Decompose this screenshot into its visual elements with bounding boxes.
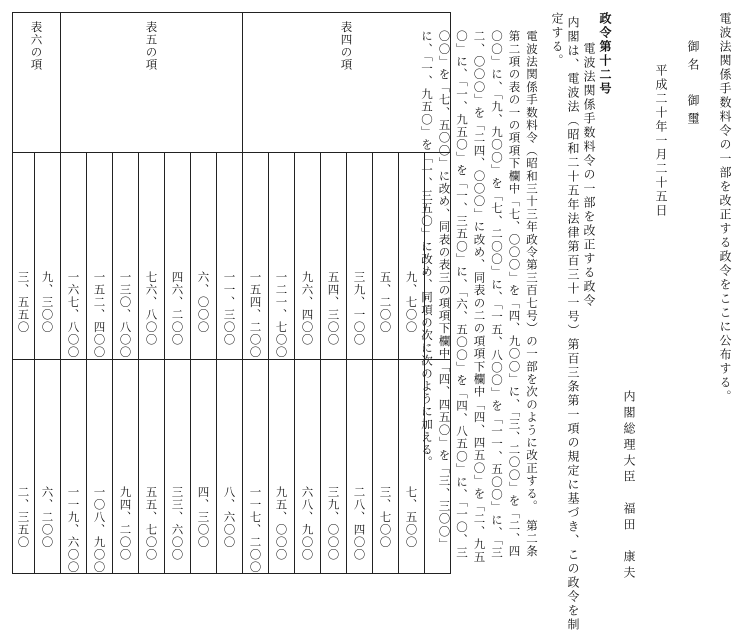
table-cell: 六八、九〇〇 [295,359,321,574]
table-cell: 二、三五〇 [13,359,35,574]
table-cell: 一六七、八〇〇 [61,153,87,360]
table-cell: 八、六〇〇 [217,359,243,574]
enactment-line-1: 内閣は、電波法（昭和二十五年法律第百三十一号）第百三条第一項の規定に基づき、この政令を制 [566,16,580,632]
table-cell: 三、五五〇 [13,153,35,360]
table-cell: 一五二、四〇〇 [87,153,113,360]
table-cell: 一五四、二〇〇 [243,153,269,360]
imperial-seal: 御名 御璽 [686,40,700,130]
table-cell: 一二一、七〇〇 [269,153,295,360]
table-cell: 九、三〇〇 [35,153,61,360]
table-cell: 五、二〇〇 [373,153,399,360]
table-cell: 五四、三〇〇 [321,153,347,360]
table-cell: 九四、二〇〇 [113,359,139,574]
table-cell-blank [425,153,451,360]
table-cell: 三九、一〇〇 [347,153,373,360]
table-cell: 三、七〇〇 [373,359,399,574]
enactment-line-2: 定する。 [550,12,564,68]
promulgation-text: 電波法関係手数料令の一部を改正する政令をここに公布する。 [718,12,732,404]
table-cell: 一三〇、八〇〇 [113,153,139,360]
table-cell: 一〇八、九〇〇 [87,359,113,574]
table-cell: 一一九、六〇〇 [61,359,87,574]
amendment-table [12,12,451,574]
table-cell: 五五、七〇〇 [139,359,165,574]
table-label-row5: 表五の項 [61,13,243,153]
ordinance-title: 電波法関係手数料令の一部を改正する政令 [582,42,596,308]
table-cell: 六、二〇〇 [35,359,61,574]
table-cell: 四六、二〇〇 [165,153,191,360]
table-cell-blank [425,359,451,574]
table-cell: 七、五〇〇 [399,359,425,574]
signatory: 内閣総理大臣 福田 康夫 [622,390,636,582]
table-cell: 三三、六〇〇 [165,359,191,574]
table-cell: 一一七、二〇〇 [243,359,269,574]
ordinance-number: 政令第十二号 [598,12,612,96]
ordinance-body: 電波法関係手数料令（昭和三十三年政令第三百七号）の一部を次のように改正する。 第二条第二項の表の一の項項下欄中「七、〇〇〇」を「四、九〇〇」に、「三、二〇〇」を「二、四〇〇」に、「九、九〇〇」を「七、二〇〇」に、「一五、八〇〇」を「一一、五〇〇」に、「三二、〇〇〇」を「二四、〇〇〇」に改め、同表の二の項項下欄中「四、四五〇」を「二、九五〇」に、「一、九五〇」を「一、三五〇」に、「六、五〇〇」を「四、八五〇」に、「一〇、三〇〇」を「七、五〇〇」に改め、同表の表三の項項下欄中「四、四五〇」を「三、三〇〇」に、「一、九五〇」を「一、三五〇」に改め、同項の次に次のように加える。 [420,30,539,564]
table-cell: 九、七〇〇 [399,153,425,360]
table-cell: 四、三〇〇 [191,359,217,574]
table-cell: 二八、四〇〇 [347,359,373,574]
table-cell: 一一、三〇〇 [217,153,243,360]
table-cell: 九五、〇〇〇 [269,359,295,574]
table-cell: 三九、〇〇〇 [321,359,347,574]
table-cell: 九六、四〇〇 [295,153,321,360]
table-label-row4: 表四の項 [243,13,451,153]
table-label-row6: 表六の項 [13,13,61,153]
promulgation-date: 平成二十年一月二十五日 [654,64,668,218]
table-cell: 七六、八〇〇 [139,153,165,360]
table-cell: 六、〇〇〇 [191,153,217,360]
